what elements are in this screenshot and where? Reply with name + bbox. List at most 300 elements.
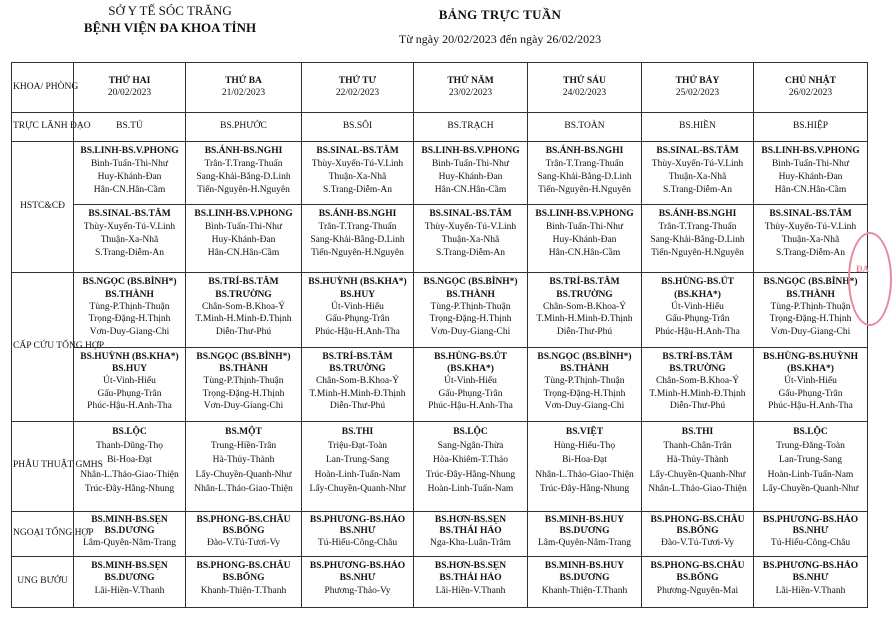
day-header-row [12,63,868,113]
assigned-doctor: BS.TRÍ-BS.TÂM [662,351,733,362]
day-header [642,63,754,113]
assigned-doctor: BS.MINH-BS.HUY [544,560,625,571]
duty-cell [414,421,528,511]
assigned-staff: Hoàn-Linh-Tuấn-Nam [314,469,401,480]
assigned-staff: Sang-Khải-Bằng-D.Linh [310,235,405,246]
assigned-staff: Tiến-Nguyên-H.Nguyên [311,248,404,259]
assigned-staff: S.Trang-Diễm-An [322,184,393,195]
assigned-staff: Sang-Khải-Bằng-D.Linh [650,235,745,246]
duty-cell [754,556,868,608]
assigned-doctor: BS.NGỌC (BS.BÌNH*) [423,277,518,288]
assigned-staff: Huy-Khánh-Đan [438,171,503,182]
assigned-staff: Tùng-P.Thịnh-Thuận [203,376,284,387]
row-label-hstc: HSTC&CĐ [12,141,74,272]
assigned-doctor: BS.HUY [111,363,148,374]
assigned-staff: Tiến-Nguyên-H.Nguyên [538,184,631,195]
assigned-staff: Tú-Hiếu-Công-Châu [770,537,851,548]
assigned-staff: Bình-Tuấn-Thi-Như [204,222,283,233]
duty-cell [754,421,868,511]
duty-cell [754,141,868,204]
assigned-staff: Lâm-Quyên-Nâm-Trang [82,537,177,548]
assigned-staff: Hà-Thủy-Thành [212,455,275,466]
assigned-staff: Trân-T.Trang-Thuấn [545,158,624,169]
assigned-staff: Sang-Ngân-Thừa [437,441,504,452]
assigned-staff: Hòa-Khiêm-T.Thảo [432,455,508,466]
duty-cell [528,556,642,608]
assigned-staff: Nga-Kha-Luân-Trâm [430,537,511,548]
document-title: BẢNG TRỰC TUẦN [438,7,562,22]
assigned-doctor: BS.LINH-BS.V.PHONG [421,145,520,156]
duty-cell [528,421,642,511]
assigned-staff: Trúc-Đây-Hằng-Nhung [425,469,516,480]
duty-cell [186,273,302,347]
duty-cell [528,511,642,556]
duty-cell [414,556,528,608]
assigned-staff: Trung-Đăng-Toàn [776,441,845,452]
assigned-staff: Hà-Thủy-Thành [666,455,729,466]
assigned-doctor: BS.PHONG-BS.CHÂU [196,560,291,571]
assigned-staff: Bình-Tuấn-Thi-Như [545,222,624,233]
assigned-doctor: BS.MỘT [225,426,262,437]
assigned-doctor: BS.NHƯ [339,573,376,584]
assigned-doctor: BS.SINAL-BS.TÂM [316,145,399,156]
assigned-staff: Huy-Khánh-Đan [778,171,843,182]
assigned-staff: Triệu-Đạt-Toàn [327,441,388,452]
assigned-staff: Nhân-L.Thảo-Giao-Thiện [80,469,179,480]
stamp-text: ĐA [856,264,869,274]
duty-cell [528,273,642,347]
duty-cell [642,273,754,347]
duty-cell [754,511,868,556]
duty-cell [414,511,528,556]
duty-cell [74,205,186,273]
assigned-staff: Thanh-Chân-Trân [663,441,732,452]
assigned-staff: Trúc-Đây-Hằng-Nhung [84,483,175,494]
day-name: THỨ NĂM [447,76,494,87]
oncology-row [12,556,868,608]
assigned-staff: Tùng-P.Thịnh-Thuận [89,301,170,312]
assigned-staff: Nhân-L.Thảo-Giao-Thiện [648,483,747,494]
leader-cell: BS.HIỆP [754,113,868,141]
assigned-staff: Bi-Hoa-Đạt [562,455,607,466]
assigned-staff: T.Minh-H.Minh-Đ.Thịnh [195,314,292,325]
assigned-doctor: BS.TRƯỜNG [329,363,386,374]
assigned-doctor: BS.HÙNG-BS.ÚT [434,351,507,362]
assigned-doctor: BS.PHƯƠNG-BS.HẢO [309,514,406,525]
assigned-doctor: BS.TRÍ-BS.TÂM [208,277,279,288]
assigned-doctor: BS.NGỌC (BS.BÌNH*) [537,351,632,362]
duty-cell [528,205,642,273]
assigned-doctor: BS.PHONG-BS.CHÂU [196,514,291,525]
emergency-row [12,273,868,347]
row-label-oncology: UNG BƯỚU [12,556,74,608]
assigned-doctor: BS.THÀNH [560,363,609,374]
assigned-doctor: BS.PHONG-BS.CHÂU [650,560,745,571]
assigned-staff: Hân-CN.Hân-Cầm [93,184,166,195]
assigned-staff: Thùy-Xuyến-Tú-V.Linh [764,222,857,233]
assigned-doctor: BS.LINH-BS.V.PHONG [761,145,860,156]
assigned-doctor: BS.MINH-BS.SẸN [91,560,168,571]
duty-cell [186,556,302,608]
duty-cell [302,273,414,347]
assigned-staff: Phúc-Hậu-H.Anh-Tha [768,401,853,412]
assigned-doctor: BS.TRƯỜNG [556,289,613,300]
duty-cell [642,205,754,273]
assigned-doctor: BS.NGỌC (BS.BÌNH*) [82,277,177,288]
assigned-staff: Trân-T.Trang-Thuấn [658,222,737,233]
assigned-staff: Trọng-Đặng-H.Thịnh [429,314,512,325]
assigned-doctor: BS.BỔNG [676,573,719,584]
assigned-staff: Thùy-Xuyến-Tú-V.Linh [83,222,176,233]
leader-cell: BS.PHƯỚC [186,113,302,141]
assigned-staff: Út-Vinh-Hiếu [331,301,384,312]
assigned-staff: Hân-CN.Hân-Cầm [548,248,621,259]
row-label-emergency: CẤP CỨU TỔNG HỢP [12,273,74,422]
assigned-doctor: BS.LỘC [112,426,147,437]
leader-row [12,113,868,141]
assigned-doctor: BS.NHƯ [792,526,829,537]
assigned-doctor: BS.LINH-BS.V.PHONG [194,209,293,220]
leader-cell: BS.HIỀN [642,113,754,141]
assigned-staff: Gấu-Phụng-Trân [325,314,390,325]
assigned-staff: Huy-Khánh-Đan [552,235,617,246]
assigned-doctor: BS.TRƯỜNG [215,289,272,300]
duty-cell [186,421,302,511]
assigned-staff: Trân-T.Trang-Thuấn [204,158,283,169]
assigned-staff: Tùng-P.Thịnh-Thuận [544,376,625,387]
assigned-doctor: BS.PHƯƠNG-BS.HẢO [762,560,859,571]
assigned-staff: Bình-Tuấn-Thi-Như [431,158,510,169]
assigned-staff: T.Minh-H.Minh-Đ.Thịnh [309,388,406,399]
assigned-staff: S.Trang-Diễm-An [435,248,506,259]
assigned-staff: Phương-Nguyên-Mai [656,585,739,596]
assigned-doctor: BS.HÙNG-BS.ÚT [661,277,734,288]
assigned-doctor: BS.PHONG-BS.CHÂU [650,514,745,525]
assigned-staff: Vơn-Duy-Giang-Chi [203,401,284,412]
assigned-staff: Vơn-Duy-Giang-Chi [770,326,851,337]
assigned-doctor: BS.TRÍ-BS.TÂM [322,351,393,362]
assigned-staff: Chân-Som-B.Khoa-Ý [201,301,286,312]
assigned-staff: Lâm-Quyên-Nâm-Trang [537,537,632,548]
assigned-doctor: BS.SINAL-BS.TÂM [656,145,739,156]
duty-cell [74,141,186,204]
emergency-row [12,347,868,421]
row-label-general-surgery: NGOẠI TỔNG HỢP [12,511,74,556]
duty-cell [528,141,642,204]
assigned-staff: Gấu-Phụng-Trân [97,388,162,399]
assigned-staff: Thùy-Xuyến-Tú-V.Linh [311,158,404,169]
duty-cell [528,347,642,421]
assigned-doctor: BS.THÁI HẢO [439,526,502,537]
assigned-doctor: BS.VIỆT [565,426,604,437]
duty-cell [642,141,754,204]
assigned-staff: Lẩy-Chuyền-Quanh-Như [649,469,746,480]
assigned-staff: Thùy-Xuyến-Tú-V.Linh [651,158,744,169]
assigned-staff: Trọng-Đặng-H.Thịnh [88,314,171,325]
surgery-row [12,421,868,511]
assigned-staff: Vơn-Duy-Giang-Chi [89,326,170,337]
assigned-staff: Chân-Som-B.Khoa-Ý [542,301,627,312]
assigned-doctor: BS.HƠN-BS.SẸN [434,514,507,525]
assigned-staff: Hân-CN.Hân-Cầm [434,184,507,195]
leader-cell: BS.TRẠCH [414,113,528,141]
assigned-staff: Nhân-L.Thảo-Giao-Thiện [194,483,293,494]
assigned-staff: Trung-Hiền-Trân [210,441,277,452]
assigned-staff: Hân-CN.Hân-Cầm [774,184,847,195]
assigned-staff: Lan-Trung-Sang [779,455,842,466]
assigned-doctor: BS.DƯƠNG [104,573,155,584]
assigned-staff: Lẩy-Chuyền-Quanh-Như [762,483,859,494]
assigned-staff: Phúc-Hậu-H.Anh-Tha [87,401,172,412]
assigned-staff: Khanh-Thiện-T.Thanh [541,585,628,596]
hstc-row [12,205,868,273]
assigned-staff: Sang-Khải-Bằng-D.Linh [537,171,632,182]
assigned-doctor: (BS.KHA*) [447,363,494,374]
assigned-doctor: BS.BỔNG [676,526,719,537]
day-date: 22/02/2023 [335,87,380,98]
assigned-doctor: BS.DƯƠNG [559,526,610,537]
assigned-staff: Bi-Hoa-Đạt [107,455,152,466]
day-name: THỨ HAI [108,76,151,87]
assigned-staff: Út-Vinh-Hiếu [103,376,156,387]
duty-cell [302,511,414,556]
assigned-doctor: BS.THI [681,426,714,437]
assigned-staff: Phúc-Hậu-H.Anh-Tha [315,326,400,337]
assigned-doctor: BS.HUỲNH (BS.KHA*) [308,277,407,288]
day-date: 26/02/2023 [788,87,833,98]
assigned-staff: S.Trang-Diễm-An [662,184,733,195]
assigned-doctor: BS.PHƯƠNG-BS.HẢO [309,560,406,571]
assigned-staff: Hoàn-Linh-Tuấn-Nam [427,483,514,494]
assigned-doctor: BS.ÁNH-BS.NGHI [318,209,397,220]
day-name: CHỦ NHẬT [785,76,836,87]
assigned-staff: S.Trang-Diễm-An [775,248,846,259]
assigned-staff: Trọng-Đặng-H.Thịnh [543,388,626,399]
day-header [754,63,868,113]
leader-cell: BS.TÚ [74,113,186,141]
general-surgery-row [12,511,868,556]
duty-cell [642,347,754,421]
duty-cell [186,205,302,273]
duty-cell [302,421,414,511]
assigned-staff: Hùng-Hiếu-Thọ [553,441,616,452]
assigned-staff: Gấu-Phụng-Trân [665,314,730,325]
assigned-staff: Thuận-Xa-Nhã [668,171,727,182]
assigned-staff: Diễn-Thư-Phú [215,326,272,337]
assigned-staff: Lãi-Hiền-V.Thanh [94,585,165,596]
assigned-staff: Lẩy-Chuyền-Quanh-Như [309,483,406,494]
assigned-staff: Lẩy-Chuyền-Quanh-Như [195,469,292,480]
assigned-staff: Trọng-Đặng-H.Thịnh [769,314,852,325]
assigned-doctor: BS.THÀNH [219,363,268,374]
day-name: THỨ SÁU [563,76,606,87]
row-label-leader: TRỰC LÃNH ĐẠO [12,113,74,141]
assigned-doctor: BS.THÀNH [446,289,495,300]
assigned-doctor: BS.PHƯƠNG-BS.HẢO [762,514,859,525]
assigned-staff: Thuận-Xa-Nhã [781,235,840,246]
assigned-staff: S.Trang-Diễm-An [94,248,165,259]
assigned-doctor: BS.ÁNH-BS.NGHI [204,145,283,156]
assigned-doctor: BS.DƯƠNG [559,573,610,584]
document-header-left [70,2,270,36]
assigned-doctor: BS.HÙNG-BS.HUỲNH [762,351,858,362]
assigned-staff: Vơn-Duy-Giang-Chi [544,401,625,412]
assigned-staff: Trân-T.Trang-Thuấn [318,222,397,233]
duty-cell [186,141,302,204]
leader-cell: BS.SÔI [302,113,414,141]
assigned-staff: Thuận-Xa-Nhã [328,171,387,182]
assigned-staff: Phúc-Hậu-H.Anh-Tha [655,326,740,337]
assigned-doctor: BS.LINH-BS.V.PHONG [80,145,179,156]
duty-cell [754,347,868,421]
hospital-name: BỆNH VIỆN ĐA KHOA TỈNH [83,20,257,35]
assigned-doctor: BS.TRÍ-BS.TÂM [549,277,620,288]
duty-cell [302,205,414,273]
assigned-staff: Chân-Som-B.Khoa-Ý [315,376,400,387]
assigned-staff: Thuận-Xa-Nhã [100,235,159,246]
assigned-staff: Bình-Tuấn-Thi-Như [90,158,169,169]
assigned-staff: T.Minh-H.Minh-Đ.Thịnh [649,388,746,399]
assigned-doctor: BS.MINH-BS.HUY [544,514,625,525]
assigned-doctor: BS.TRƯỜNG [669,363,726,374]
assigned-staff: Chân-Som-B.Khoa-Ý [655,376,740,387]
assigned-staff: Tiến-Nguyên-H.Nguyên [651,248,744,259]
assigned-doctor: BS.NHƯ [792,573,829,584]
duty-cell [302,556,414,608]
assigned-doctor: BS.ÁNH-BS.NGHI [658,209,737,220]
day-header [186,63,302,113]
assigned-staff: Lan-Trung-Sang [326,455,389,466]
assigned-doctor: BS.LINH-BS.V.PHONG [535,209,634,220]
assigned-staff: Đào-V.Tú-Tươi-Vy [206,537,281,548]
corner-header: KHOA/ PHÒNG [12,63,74,113]
assigned-staff: Trúc-Đây-Hằng-Nhung [539,483,630,494]
assigned-doctor: BS.DƯƠNG [104,526,155,537]
duty-cell [414,347,528,421]
assigned-doctor: BS.NGỌC (BS.BÌNH*) [196,351,291,362]
org-name: SỞ Y TẾ SÓC TRĂNG [108,3,232,18]
duty-cell [74,273,186,347]
day-date: 20/02/2023 [107,87,152,98]
date-range: Từ ngày 20/02/2023 đến ngày 26/02/2023 [398,32,602,46]
assigned-staff: Tùng-P.Thịnh-Thuận [770,301,851,312]
assigned-doctor: BS.HUY [339,289,376,300]
assigned-doctor: (BS.KHA*) [674,289,721,300]
assigned-doctor: BS.BỔNG [222,526,265,537]
assigned-staff: Hoàn-Linh-Tuấn-Nam [767,469,854,480]
assigned-staff: Út-Vinh-Hiếu [444,376,497,387]
day-date: 24/02/2023 [562,87,607,98]
assigned-doctor: BS.HUỲNH (BS.KHA*) [80,351,179,362]
day-name: THỨ BẢY [675,76,720,87]
assigned-doctor: BS.LỘC [793,426,828,437]
duty-cell [414,205,528,273]
assigned-staff: Thuận-Xa-Nhã [441,235,500,246]
assigned-doctor: BS.THÁI HẢO [439,573,502,584]
assigned-staff: Diễn-Thư-Phú [329,401,386,412]
duty-cell [414,141,528,204]
assigned-doctor: BS.BỔNG [222,573,265,584]
duty-cell [302,141,414,204]
assigned-doctor: (BS.KHA*) [787,363,834,374]
assigned-doctor: BS.THÀNH [105,289,154,300]
day-date: 21/02/2023 [221,87,266,98]
red-seal-stamp [848,232,892,326]
assigned-staff: Thanh-Dũng-Thọ [95,441,163,452]
duty-cell [186,347,302,421]
day-date: 23/02/2023 [448,87,493,98]
assigned-staff: Lãi-Hiền-V.Thanh [435,585,506,596]
duty-cell [642,421,754,511]
assigned-staff: Huy-Khánh-Đan [97,171,162,182]
assigned-doctor: BS.THÀNH [786,289,835,300]
assigned-staff: Hân-CN.Hân-Cầm [207,248,280,259]
assigned-staff: Trọng-Đặng-H.Thịnh [202,388,285,399]
assigned-staff: Gấu-Phụng-Trân [778,388,843,399]
assigned-staff: Lãi-Hiền-V.Thanh [775,585,846,596]
assigned-doctor: BS.HƠN-BS.SẸN [434,560,507,571]
duty-cell [642,511,754,556]
day-name: THỨ BA [225,76,262,87]
row-label-surgery: PHẪU THUẬT GMHS [12,421,74,511]
duty-cell [414,273,528,347]
assigned-doctor: BS.LỘC [453,426,488,437]
assigned-doctor: BS.MINH-BS.SẸN [91,514,168,525]
assigned-staff: Thùy-Xuyến-Tú-V.Linh [424,222,517,233]
day-header [74,63,186,113]
document-header-right [340,6,660,47]
day-date: 25/02/2023 [675,87,720,98]
assigned-staff: Phúc-Hậu-H.Anh-Tha [428,401,513,412]
assigned-staff: Đào-V.Tú-Tươi-Vy [660,537,735,548]
assigned-staff: Tiến-Nguyên-H.Nguyên [197,184,290,195]
assigned-staff: Tùng-P.Thịnh-Thuận [430,301,511,312]
assigned-staff: Khanh-Thiện-T.Thanh [200,585,287,596]
assigned-staff: Tú-Hiếu-Công-Châu [317,537,398,548]
assigned-staff: T.Minh-H.Minh-Đ.Thịnh [536,314,633,325]
assigned-doctor: BS.THI [341,426,374,437]
assigned-staff: Gấu-Phụng-Trân [438,388,503,399]
assigned-staff: Bình-Tuấn-Thi-Như [771,158,850,169]
assigned-doctor: BS.SINAL-BS.TÂM [769,209,852,220]
assigned-staff: Phương-Thảo-Vy [324,585,391,596]
leader-cell: BS.TOÀN [528,113,642,141]
assigned-staff: Diễn-Thư-Phú [669,401,726,412]
assigned-staff: Huy-Khánh-Đan [211,235,276,246]
duty-cell [302,347,414,421]
duty-cell [74,347,186,421]
assigned-doctor: BS.SINAL-BS.TÂM [429,209,512,220]
duty-cell [74,556,186,608]
assigned-staff: Sang-Khải-Bằng-D.Linh [196,171,291,182]
assigned-staff: Nhân-L.Thảo-Giao-Thiện [535,469,634,480]
duty-cell [186,511,302,556]
assigned-staff: Vơn-Duy-Giang-Chi [430,326,511,337]
assigned-doctor: BS.SINAL-BS.TÂM [88,209,171,220]
day-header [528,63,642,113]
assigned-doctor: BS.NHƯ [339,526,376,537]
duty-schedule-table [11,62,868,608]
hstc-row [12,141,868,204]
day-header [414,63,528,113]
assigned-staff: Út-Vinh-Hiếu [784,376,837,387]
assigned-doctor: BS.NGỌC (BS.BÌNH*) [763,277,858,288]
day-name: THỨ TƯ [338,76,377,87]
assigned-staff: Út-Vinh-Hiếu [671,301,724,312]
assigned-doctor: BS.ÁNH-BS.NGHI [545,145,624,156]
assigned-staff: Diễn-Thư-Phú [556,326,613,337]
day-header [302,63,414,113]
